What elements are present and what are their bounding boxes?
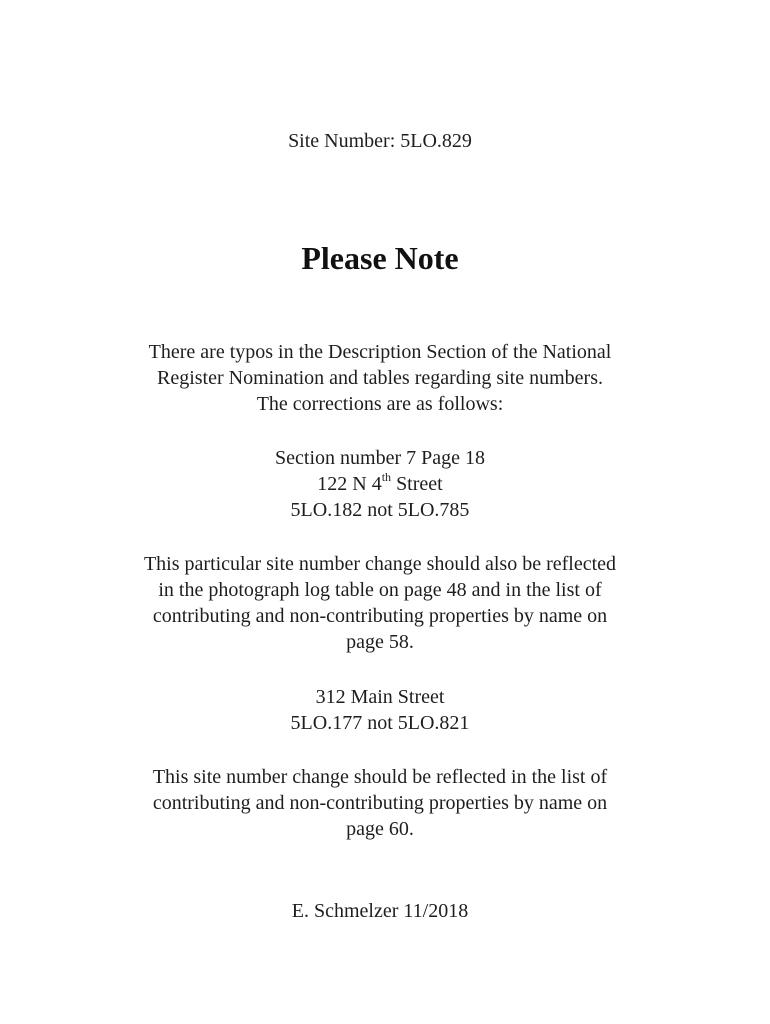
correction-1-address bbox=[0, 472, 760, 496]
note-1-line-2: in the photograph log table on page 48 and in the list of bbox=[158, 579, 602, 601]
correction-1-address-suffix: Street bbox=[391, 473, 443, 495]
site-number: Site Number: 5LO.829 bbox=[288, 130, 472, 152]
correction-1-section: Section number 7 Page 18 bbox=[275, 447, 485, 469]
page-title: Please Note bbox=[301, 240, 459, 276]
signature: E. Schmelzer 11/2018 bbox=[291, 900, 469, 922]
note-1-line-3: contributing and non-contributing properties by name on bbox=[152, 605, 608, 627]
note-2-line-1: This site number change should be reflected in the list of bbox=[152, 766, 608, 788]
intro-line-3: The corrections are as follows: bbox=[256, 393, 504, 415]
note-1-line-4: page 58. bbox=[346, 631, 414, 653]
correction-2-change: 5LO.177 not 5LO.821 bbox=[290, 712, 470, 734]
note-2-line-2: contributing and non-contributing properties by name on bbox=[152, 792, 608, 814]
correction-1-address-prefix: 122 N 4 bbox=[317, 473, 382, 495]
intro-line-2: Register Nomination and tables regarding site numbers. bbox=[156, 367, 603, 389]
note-1-line-1: This particular site number change should also be reflected bbox=[143, 553, 617, 575]
correction-1-address-sup: th bbox=[381, 470, 392, 485]
intro-line-1: There are typos in the Description Section of the National bbox=[148, 341, 612, 363]
note-2-line-3: page 60. bbox=[346, 818, 414, 840]
correction-2-address: 312 Main Street bbox=[315, 686, 445, 708]
correction-1-change: 5LO.182 not 5LO.785 bbox=[290, 499, 470, 521]
